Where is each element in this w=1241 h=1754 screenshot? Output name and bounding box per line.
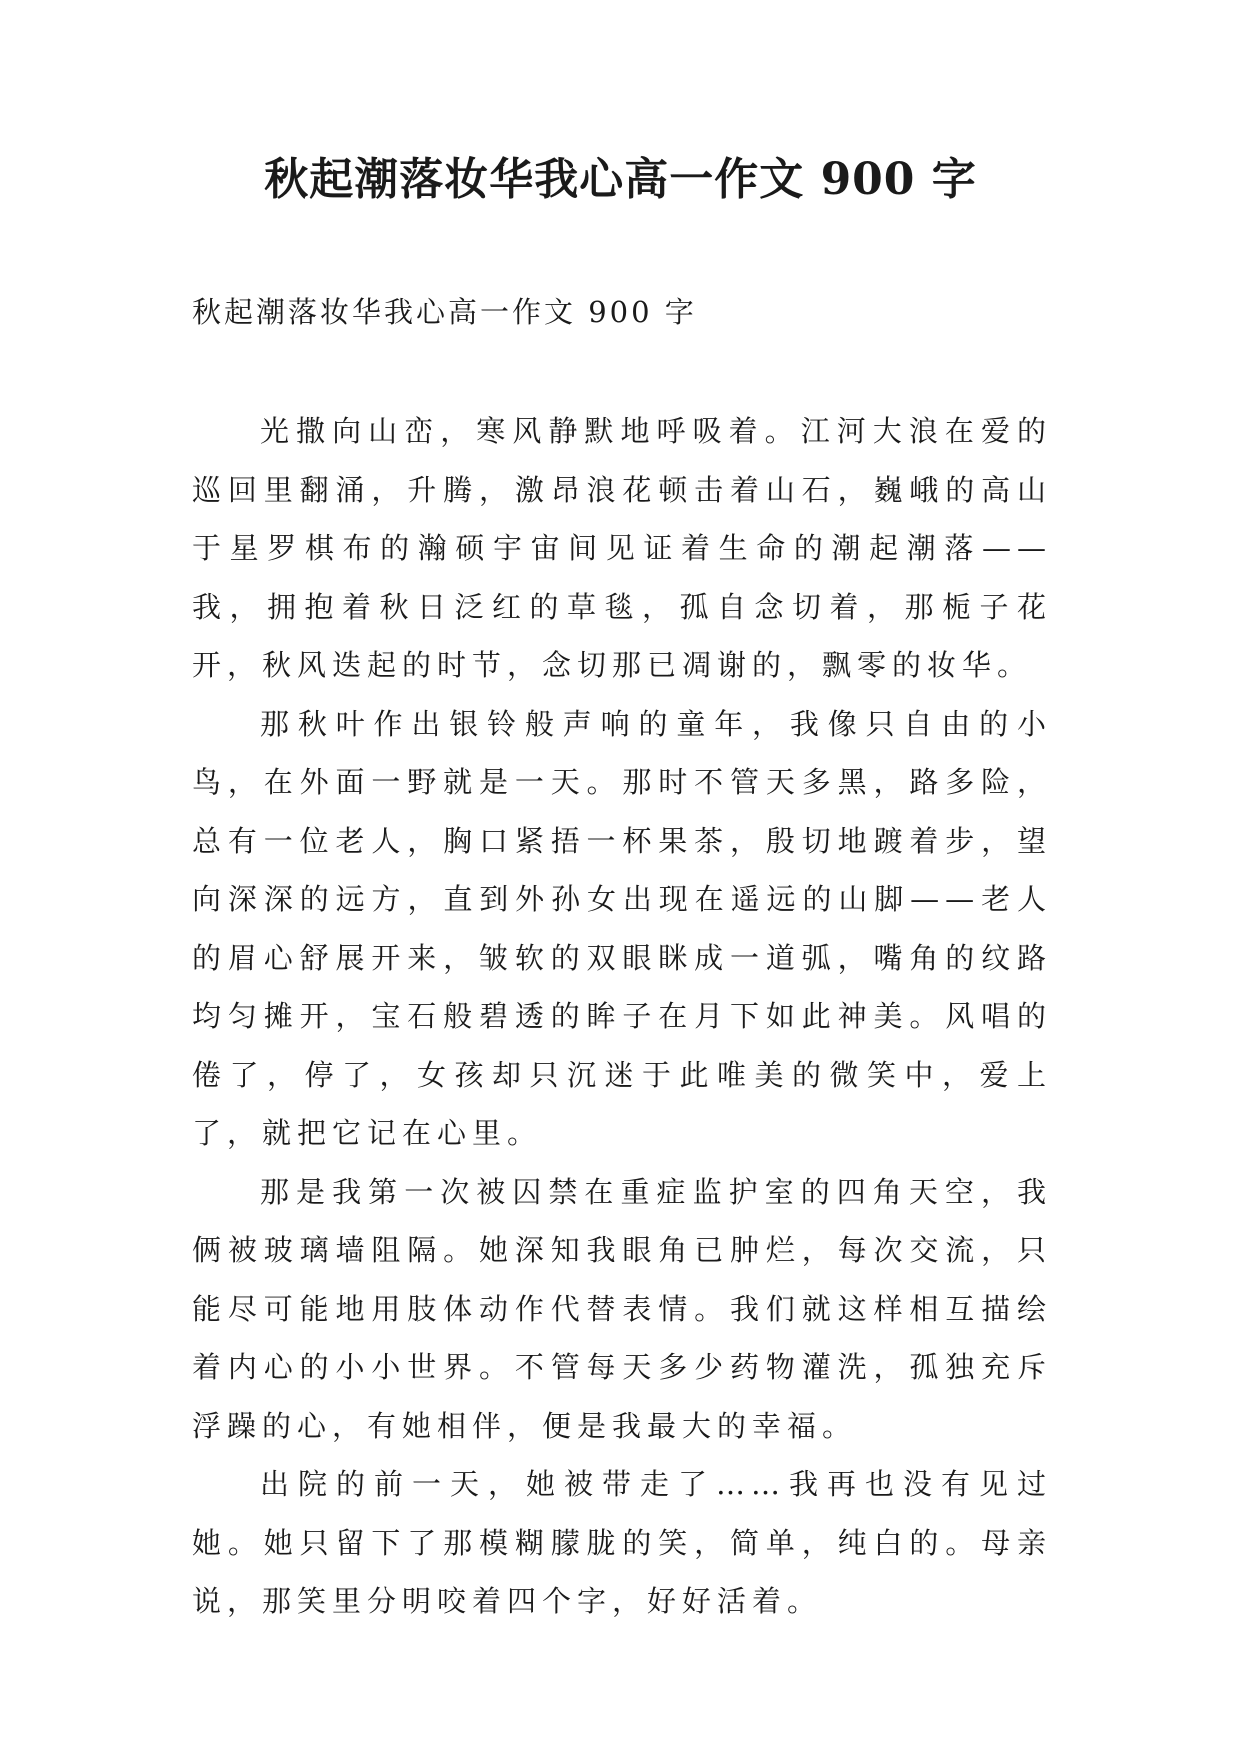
paragraph-2: 那秋叶作出银铃般声响的童年，我像只自由的小鸟，在外面一野就是一天。那时不管天多黑，路多险，总有一位老人，胸口紧捂一杯果茶，殷切地踱着步，望向深深的远方，直到外孙女出现在遥远的山脚——老人的眉心舒展开来，皱软的双眼眯成一道弧，嘴角的纹路均匀摊开，宝石般碧透的眸子在月下如此神美。风唱的倦了，停了，女孩却只沉迷于此唯美的微笑中，爱上了，就把它记在心里。 — [192, 706, 1052, 1150]
document-body — [192, 402, 1052, 1631]
document-subtitle: 秋起潮落妆华我心高一作文 900 字 — [192, 295, 697, 329]
document-title: 秋起潮落妆华我心高一作文 900 字 — [264, 154, 977, 205]
paragraph-3: 那是我第一次被囚禁在重症监护室的四角天空，我俩被玻璃墙阻隔。她深知我眼角已肿烂，每次交流，只能尽可能地用肢体动作代替表情。我们就这样相互描绘着内心的小小世界。不管每天多少药物灌洗，孤独充斥浮躁的心，有她相伴，便是我最大的幸福。 — [192, 1174, 1052, 1443]
paragraph-4: 出院的前一天，她被带走了……我再也没有见过她。她只留下了那模糊朦胧的笑，简单，纯白的。母亲说，那笑里分明咬着四个字，好好活着。 — [192, 1467, 1052, 1618]
paragraph-1: 光撒向山峦，寒风静默地呼吸着。江河大浪在爱的巡回里翻涌，升腾，激昂浪花顿击着山石，巍峨的高山于星罗棋布的瀚硕宇宙间见证着生命的潮起潮落——我，拥抱着秋日泛红的草毯，孤自念切着，那栀子花开，秋风迭起的时节，念切那已凋谢的，飘零的妆华。 — [192, 414, 1052, 682]
